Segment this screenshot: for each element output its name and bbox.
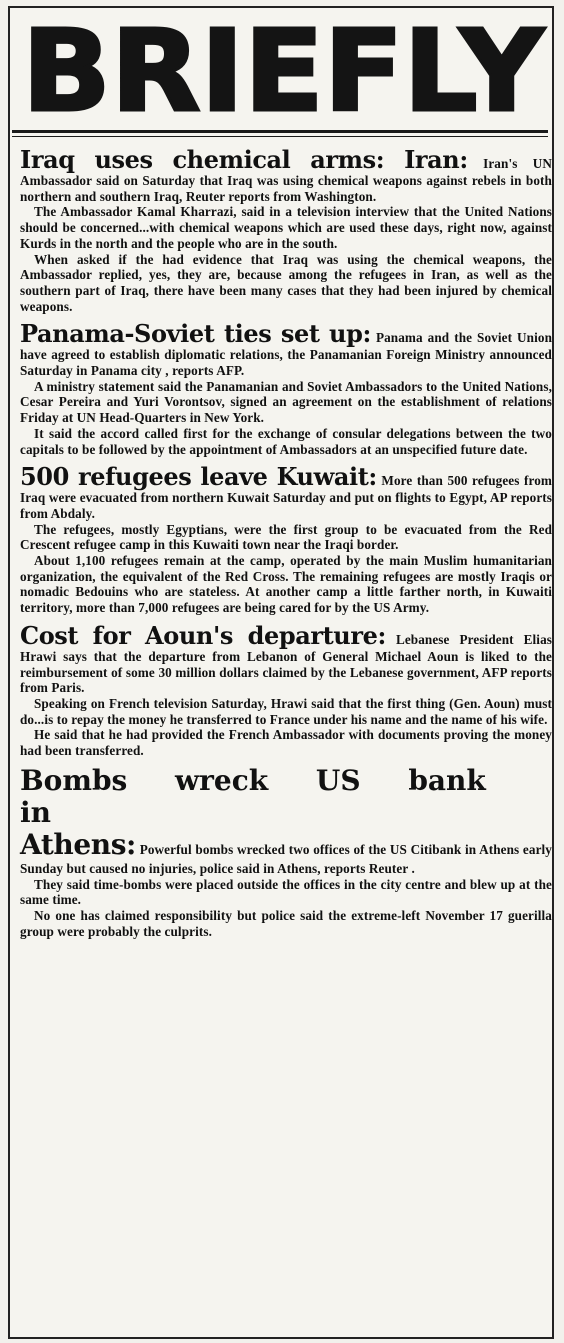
story-first-paragraph bbox=[20, 320, 552, 378]
story-paragraph: The refugees, mostly Egyptians, were the first group to be evacuated from the Red Crescent refugee camp in this Kuwaiti town near the Iraqi border. bbox=[20, 521, 552, 553]
story-lead: Panama and the Soviet Union have agreed to establish diplomatic relations, the Panamanian Foreign Ministry announced Saturday in Panama city , reports AFP. bbox=[20, 330, 552, 379]
story-aoun bbox=[20, 622, 552, 759]
story-headline: Bombs wreck US bank in bbox=[20, 763, 486, 829]
story-lead: Powerful bombs wrecked two offices of the US Citibank in Athens early Sunday but caused no injuries, police said in Athens, reports Reuter . bbox=[20, 841, 552, 876]
story-paragraph: When asked if the had evidence that Iraq was using the chemical weapons, the Ambassador replied, yes, they are, because among the refugees in Iran, as well as the southern part of Iraq, there have been many cases that they had been injured by chemical weapons. bbox=[20, 251, 552, 314]
story-paragraph: A ministry statement said the Panamanian and Soviet Ambassadors to the United Nations, Cesar Pereira and Yuri Vorontsov, signed an agreement on the establishment of relations Friday at UN Head-Quarters in New York. bbox=[20, 378, 552, 426]
story-paragraph: He said that he had provided the French Ambassador with documents proving the money had been transferred. bbox=[20, 727, 552, 759]
story-lead: More than 500 refugees from Iraq were evacuated from northern Kuwait Saturday and put on flights to Egypt, AP reports from Abdaly. bbox=[20, 473, 552, 521]
story-kuwait bbox=[20, 463, 552, 616]
story-headline: Panama-Soviet ties set up: bbox=[20, 319, 371, 349]
story-headline: 500 refugees leave Kuwait: bbox=[20, 462, 377, 492]
story-paragraph: Speaking on French television Saturday, Hrawi said that the first thing (Gen. Aoun) must do...is to repay the money he transferred to France under his name and the name of his wife. bbox=[20, 695, 552, 727]
story-first-paragraph bbox=[20, 622, 552, 696]
story-athens bbox=[20, 765, 552, 940]
masthead-logo bbox=[18, 14, 548, 120]
masthead-title: BRIEFLY bbox=[22, 14, 546, 120]
story-headline-continued: Athens: bbox=[20, 827, 136, 861]
story-paragraph: They said time-bombs were placed outside the offices in the city centre and blew up at the same time. bbox=[20, 876, 552, 908]
story-first-paragraph bbox=[20, 463, 552, 521]
stories-column bbox=[20, 146, 552, 945]
story-panama bbox=[20, 320, 552, 457]
story-lead: Lebanese President Elias Hrawi says that the departure from Lebanon of General Michael Aoun is liked to the reimbursement of some 30 million dollars claimed by the Lebanese government, AFP reports from Paris. bbox=[20, 631, 552, 696]
story-first-paragraph bbox=[20, 829, 552, 877]
masthead bbox=[18, 14, 548, 120]
story-iraq bbox=[20, 146, 552, 314]
story-paragraph: About 1,100 refugees remain at the camp, operated by the main Muslim humanitarian organization, the equivalent of the Red Cross. The remaining refugees are mostly Iraqis or nomadic Bedouins who are stateless. At another camp a little farther north, in Kuwaiti territory, more than 7,000 refugees are being cared for by the US Army. bbox=[20, 553, 552, 616]
masthead-rule bbox=[12, 130, 548, 133]
masthead-rule-thin bbox=[12, 136, 548, 137]
story-headline: Iraq uses chemical arms: Iran: bbox=[20, 145, 468, 174]
story-headline: Cost for Aoun's departure: bbox=[20, 620, 386, 650]
story-paragraph: No one has claimed responsibility but police said the extreme-left November 17 guerilla group were probably the culprits. bbox=[20, 907, 552, 939]
story-paragraph: It said the accord called first for the exchange of consular delegations between the two capitals to be followed by the appointment of Ambassadors at an unspecified future date. bbox=[20, 425, 552, 457]
story-first-paragraph bbox=[20, 146, 552, 204]
story-paragraph: The Ambassador Kamal Kharrazi, said in a television interview that the United Nations should be concerned...with chemical weapons which are used these days, right now, against Kurds in the north and the people who are in the south. bbox=[20, 204, 552, 251]
story-paragraph: Iran's UN Ambassador said on Saturday that Iraq was using chemical weapons against rebels in both northern and southern Iraq, Reuter reports from Washington. bbox=[20, 156, 552, 204]
